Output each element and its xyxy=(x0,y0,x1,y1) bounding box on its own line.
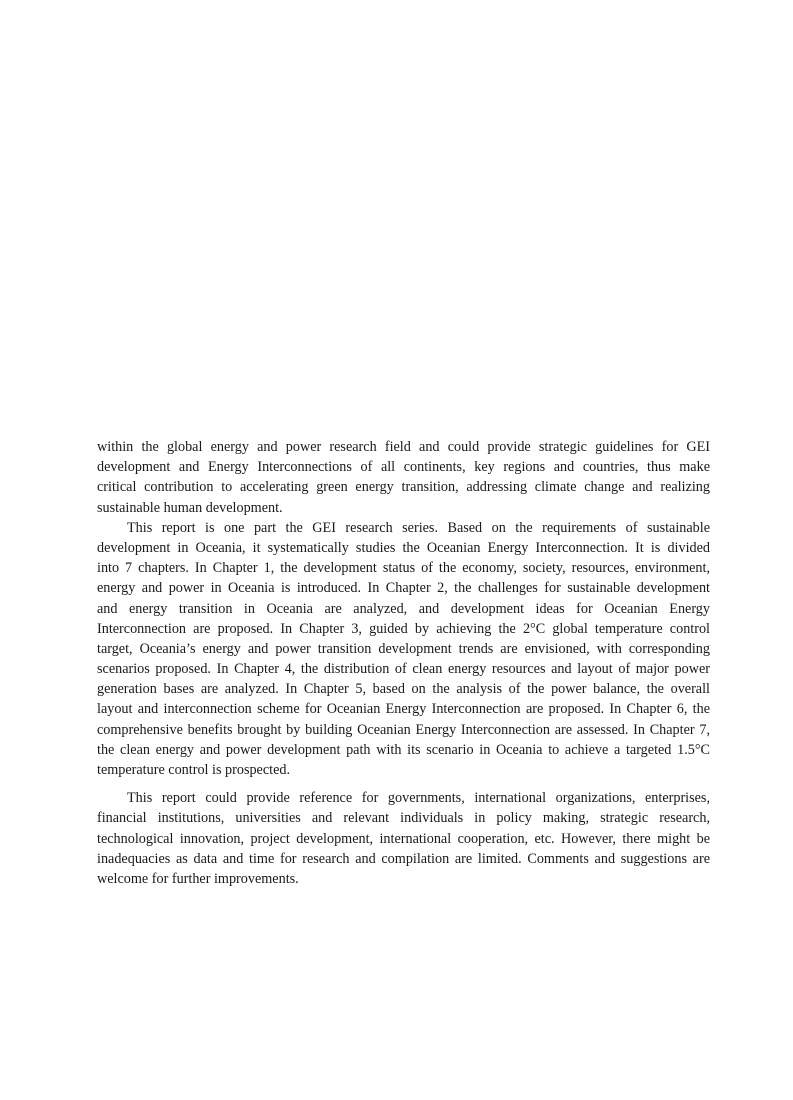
text-line: energy and power in Oceania is introduced. In Chapter 2, the challenges for sustainable development xyxy=(97,580,710,597)
text-line: This report is one part the GEI research series. Based on the requirements of sustainable xyxy=(127,519,710,536)
paragraph xyxy=(97,788,710,889)
document-body xyxy=(97,437,710,889)
text-line: Interconnection are proposed. In Chapter 3, guided by achieving the 2°C global temperature control xyxy=(97,620,710,637)
text-line: technological innovation, project development, international cooperation, etc. However, there might be xyxy=(97,830,710,847)
paragraph xyxy=(97,437,710,518)
text-line: development in Oceania, it systematically studies the Oceanian Energy Interconnection. It is divided xyxy=(97,539,710,556)
text-line: development and Energy Interconnections of all continents, key regions and countries, thus make xyxy=(97,459,710,476)
text-line: sustainable human development. xyxy=(97,499,283,516)
text-line: temperature control is prospected. xyxy=(97,762,291,778)
text-line: and energy transition in Oceania are analyzed, and development ideas for Oceanian Energy xyxy=(97,600,710,617)
text-line: into 7 chapters. In Chapter 1, the development status of the economy, society, resources, environment, xyxy=(97,560,710,577)
text-line: financial institutions, universities and relevant individuals in policy making, strategic research, xyxy=(97,810,710,827)
text-line: inadequacies as data and time for research and compilation are limited. Comments and suggestions are xyxy=(97,850,710,867)
text-line: within the global energy and power research field and could provide strategic guidelines for GEI xyxy=(97,439,710,455)
text-line: target, Oceania’s energy and power transition development trends are envisioned, with corresponding xyxy=(97,640,710,657)
text-line: the clean energy and power development path with its scenario in Oceania to achieve a targeted 1.5°C xyxy=(97,741,710,758)
text-line: welcome for further improvements. xyxy=(97,870,299,887)
paragraph xyxy=(97,518,710,780)
text-line: This report could provide reference for governments, international organizations, enterprises, xyxy=(127,790,710,807)
text-line: critical contribution to accelerating green energy transition, addressing climate change and realizing xyxy=(97,479,710,496)
text-line: scenarios proposed. In Chapter 4, the distribution of clean energy resources and layout of major power xyxy=(97,661,710,678)
text-line: comprehensive benefits brought by building Oceanian Energy Interconnection are assessed. In Chapter 7, xyxy=(97,721,710,738)
text-line: generation bases are analyzed. In Chapter 5, based on the analysis of the power balance, the overall xyxy=(97,681,710,698)
text-line: layout and interconnection scheme for Oceanian Energy Interconnection are proposed. In Chapter 6, the xyxy=(97,701,710,718)
